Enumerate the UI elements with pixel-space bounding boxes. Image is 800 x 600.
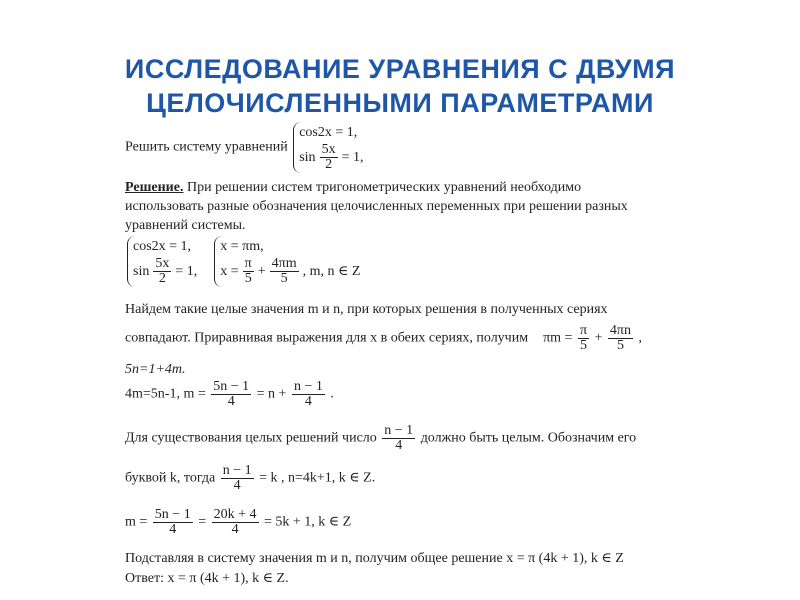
task-eq2-prefix: sin bbox=[299, 149, 316, 165]
letter-line bbox=[125, 464, 375, 493]
task-eq1: cos2x = 1, bbox=[299, 125, 358, 140]
left-system bbox=[127, 236, 197, 287]
solution-label: Решение. bbox=[125, 180, 184, 195]
task-system bbox=[293, 122, 363, 173]
task-eq2-suffix: = 1, bbox=[341, 149, 364, 165]
left-eq2-prefix: sin bbox=[133, 263, 150, 279]
left-eq2 bbox=[133, 257, 197, 286]
fraction-numerator: 5x bbox=[321, 142, 336, 157]
subst-line: Подставляя в систему значения m и n, получим общее решение x = π (4k + 1), k ∈ Z bbox=[125, 551, 624, 566]
task-text: Решить систему уравнений bbox=[125, 139, 288, 155]
fraction-denominator: 4 bbox=[395, 438, 403, 453]
fraction-numerator: 4πn bbox=[609, 323, 631, 338]
exist-line bbox=[125, 424, 636, 453]
fraction-denominator: 5 bbox=[280, 271, 288, 286]
equals-sign: = bbox=[198, 514, 207, 530]
fraction-numerator: π bbox=[244, 256, 252, 271]
left-eq2-fraction bbox=[153, 257, 171, 286]
exist-fraction bbox=[382, 424, 415, 453]
task-eq2-fraction bbox=[320, 143, 338, 172]
find-eq-prefix: πm = bbox=[543, 330, 573, 346]
line-5n-text: 5n=1+4m. bbox=[125, 362, 186, 377]
m-fraction-1 bbox=[153, 508, 193, 537]
exist-text-1: Для существования целых решений число bbox=[125, 430, 377, 446]
fraction-denominator: 5 bbox=[244, 271, 252, 286]
fraction-denominator: 4 bbox=[227, 394, 235, 409]
fraction-numerator: 5n − 1 bbox=[154, 507, 191, 522]
systems-row bbox=[125, 236, 360, 287]
fraction-numerator: π bbox=[579, 323, 588, 338]
find-text-2: совпадают. Приравнивая выражения для x в обеих сериях, получим bbox=[125, 330, 529, 346]
m-prefix: m = bbox=[125, 514, 148, 530]
fraction-denominator: 4 bbox=[169, 522, 177, 537]
left-eq2-suffix: = 1, bbox=[175, 263, 198, 279]
line-4m-mid: = n + bbox=[256, 386, 287, 402]
fraction-numerator: n − 1 bbox=[293, 379, 323, 394]
fraction-numerator: 5x bbox=[155, 256, 170, 271]
fraction-denominator: 2 bbox=[325, 157, 333, 172]
line-4m-prefix: 4m=5n-1, m = bbox=[125, 386, 206, 402]
fraction-denominator: 5 bbox=[616, 338, 624, 353]
right-eq1: x = πm, bbox=[220, 239, 264, 254]
right-system bbox=[214, 236, 360, 287]
title-line-2: ЦЕЛОЧИСЛЕННЫМИ ПАРАМЕТРАМИ bbox=[146, 88, 654, 118]
find-eq-fraction-2 bbox=[608, 324, 633, 353]
answer-line: Ответ: x = π (4k + 1), k ∈ Z. bbox=[125, 571, 289, 586]
title-line-1: ИССЛЕДОВАНИЕ УРАВНЕНИЯ С ДВУМЯ bbox=[124, 54, 676, 84]
letter-fraction bbox=[221, 464, 254, 493]
solution-line-1 bbox=[125, 180, 581, 196]
find-eq-suffix: , bbox=[638, 330, 642, 346]
right-eq2 bbox=[220, 257, 360, 286]
task-row bbox=[125, 122, 363, 173]
line-4m bbox=[125, 380, 334, 409]
fraction-denominator: 4 bbox=[233, 478, 241, 493]
plus-sign: + bbox=[594, 330, 603, 346]
solution-line-3: уравнений системы. bbox=[125, 218, 246, 233]
line-4m-suffix: . bbox=[330, 386, 334, 402]
fraction-numerator: 4πm bbox=[271, 256, 297, 271]
line-5n bbox=[125, 362, 186, 378]
right-eq2-suffix: , m, n ∈ Z bbox=[302, 263, 361, 279]
line-4m-fraction-2 bbox=[292, 380, 325, 409]
find-eq-fraction-1 bbox=[578, 324, 589, 353]
plus-sign: + bbox=[257, 263, 266, 279]
fraction-numerator: 5n − 1 bbox=[213, 379, 250, 394]
task-eq2 bbox=[299, 143, 363, 172]
right-eq2-fraction-2 bbox=[270, 257, 299, 286]
right-eq2-prefix: x = bbox=[220, 263, 239, 279]
slide-title bbox=[0, 52, 800, 120]
line-4m-fraction-1 bbox=[211, 380, 251, 409]
fraction-denominator: 2 bbox=[158, 271, 166, 286]
solution-text-1: При решении систем тригонометрических уравнений необходимо bbox=[183, 180, 582, 195]
m-fraction-2 bbox=[212, 508, 259, 537]
find-line-2 bbox=[125, 324, 642, 353]
fraction-numerator: n − 1 bbox=[222, 463, 252, 478]
letter-text-2: = k , n=4k+1, k ∈ Z. bbox=[259, 470, 376, 486]
solution-line-2: использовать разные обозначения целочисленных переменных при решении разных bbox=[125, 199, 628, 214]
fraction-numerator: 20k + 4 bbox=[213, 507, 257, 522]
m-suffix: = 5k + 1, k ∈ Z bbox=[264, 514, 352, 530]
letter-text-1: буквой k, тогда bbox=[125, 470, 216, 486]
fraction-denominator: 4 bbox=[231, 522, 239, 537]
fraction-denominator: 5 bbox=[579, 338, 587, 353]
right-eq2-fraction-1 bbox=[243, 257, 254, 286]
m-line bbox=[125, 508, 351, 537]
fraction-numerator: n − 1 bbox=[384, 423, 414, 438]
fraction-denominator: 4 bbox=[304, 394, 312, 409]
exist-text-2: должно быть целым. Обозначим его bbox=[420, 430, 637, 446]
find-line-1: Найдем такие целые значения m и n, при которых решения в полученных сериях bbox=[125, 302, 608, 317]
left-eq1: cos2x = 1, bbox=[133, 239, 192, 254]
